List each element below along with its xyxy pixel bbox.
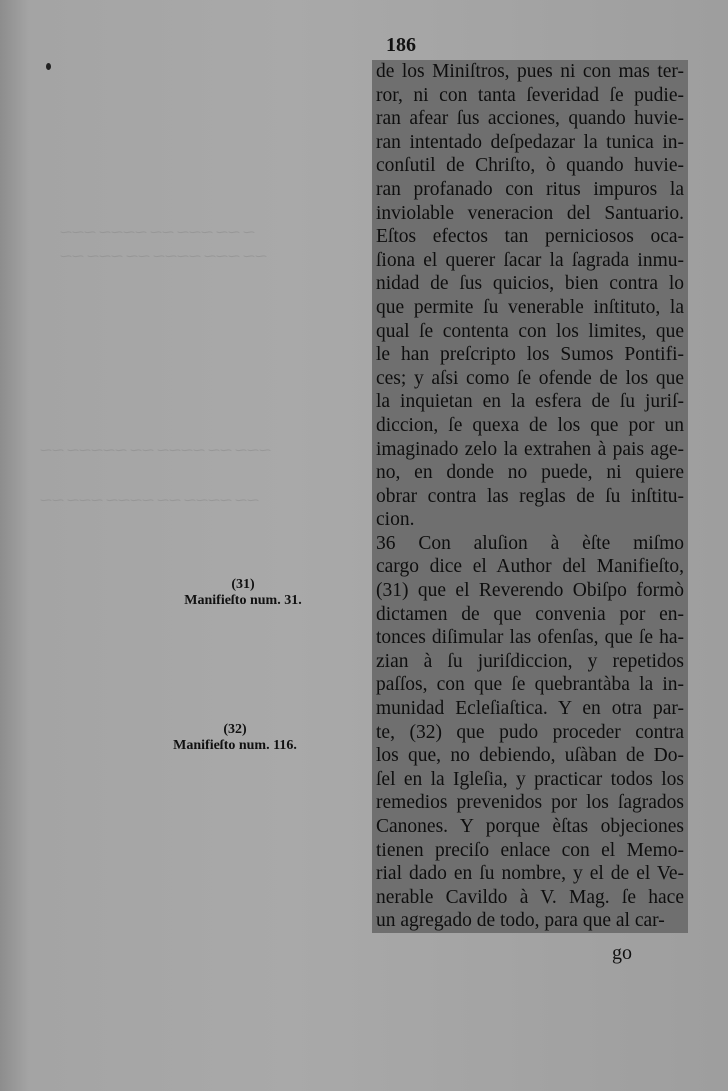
text-line: (31) que el Reverendo Obiſpo formò bbox=[376, 580, 684, 602]
text-line: ran profanado con ritus impuros la bbox=[376, 178, 684, 200]
text-line: nerable Cavildo à V. Mag. ſe hace bbox=[376, 886, 684, 908]
show-through-text: ⁓ ⁓⁓ ⁓⁓⁓ ⁓⁓ ⁓⁓⁓⁓ ⁓⁓⁓ bbox=[60, 225, 255, 239]
text-line: los que, no debiendo, uſàban de Do- bbox=[376, 745, 684, 767]
text-line: conſutil de Chriſto, ò quando huvie- bbox=[376, 155, 684, 177]
text-line: zian à ſu juriſdiccion, y repetidos bbox=[376, 650, 684, 672]
text-line: te, (32) que pudo proceder contra bbox=[376, 721, 684, 743]
text-line: imaginado zelo la extrahen à pais age- bbox=[376, 438, 684, 460]
body-text bbox=[372, 60, 688, 933]
text-line: que permite ſu venerable inſtituto, la bbox=[376, 296, 684, 318]
text-line: Canones. Y porque èſtas objeciones bbox=[376, 816, 684, 837]
note-number: (31) bbox=[231, 577, 255, 592]
text-line: cargo dice el Author del Manifieſto, bbox=[376, 556, 684, 578]
text-line: de los Miniſtros, pues ni con mas ter- bbox=[376, 61, 684, 82]
text-line: ſel en la Igleſia, y practicar todos los bbox=[376, 768, 684, 790]
note-text: Manifieſto num. 31. bbox=[184, 593, 302, 608]
text-line: obrar contra las reglas de ſu inſtitu- bbox=[376, 485, 684, 507]
text-line: cion. bbox=[376, 509, 415, 531]
text-line: ces; y aſsi como ſe ofende de los que bbox=[376, 367, 684, 389]
text-line: tienen preciſo enlace con el Memo- bbox=[376, 839, 684, 861]
text-line: ſiona el querer ſacar la ſagrada inmu- bbox=[376, 249, 684, 271]
show-through-text: ⁓⁓ ⁓⁓⁓ ⁓⁓⁓⁓ ⁓⁓ ⁓⁓⁓ ⁓⁓ bbox=[60, 249, 267, 263]
text-line: inviolable veneracion del Santuario. bbox=[376, 202, 684, 224]
text-line: 36 Con aluſion à èſte miſmo bbox=[376, 532, 684, 554]
text-line: Eſtos efectos tan perniciosos oca- bbox=[376, 226, 684, 248]
text-line: no, en donde no puede, ni quiere bbox=[376, 462, 684, 484]
text-line: nidad de ſus quicios, bien contra lo bbox=[376, 273, 684, 295]
catchword: go bbox=[612, 942, 632, 964]
note-number: (32) bbox=[223, 722, 247, 737]
text-line: diccion, ſe quexa de los que por un bbox=[376, 414, 684, 436]
text-line: tonces diſimular las ofenſas, que ſe ha- bbox=[376, 627, 684, 649]
margin-note bbox=[160, 722, 310, 754]
page-number: 186 bbox=[386, 34, 416, 56]
show-through-text: ⁓⁓ ⁓⁓⁓⁓ ⁓⁓ ⁓⁓⁓⁓ ⁓⁓⁓ ⁓⁓ bbox=[40, 493, 259, 507]
ink-blot bbox=[46, 63, 51, 70]
text-line: paſſos, con que ſe quebrantàba la in- bbox=[376, 674, 684, 696]
text-line: ror, ni con tanta ſeveridad ſe pudie- bbox=[376, 84, 684, 106]
note-text: Manifieſto num. 116. bbox=[173, 738, 297, 753]
text-line: qual ſe contenta con los limites, que bbox=[376, 320, 684, 342]
text-line: munidad Ecleſiaſtica. Y en otra par- bbox=[376, 698, 684, 720]
text-line: dictamen de que convenia por en- bbox=[376, 603, 684, 625]
text-line: le han preſcripto los Sumos Pontifi- bbox=[376, 344, 684, 366]
margin-note bbox=[168, 577, 318, 609]
text-line: rial dado en ſu nombre, y el de el Ve- bbox=[376, 863, 684, 885]
show-through-text: ⁓⁓⁓ ⁓⁓ ⁓⁓⁓⁓ ⁓⁓ ⁓⁓⁓⁓⁓ ⁓⁓ bbox=[40, 443, 271, 457]
text-line: ran afear ſus acciones, quando huvie- bbox=[376, 108, 684, 130]
text-line: un agregado de todo, para que al car- bbox=[376, 910, 665, 932]
text-line: remedios prevenidos por los ſagrados bbox=[376, 792, 684, 814]
text-line: ran intentado deſpedazar la tunica in- bbox=[376, 131, 684, 153]
text-line: la inquietan en la esfera de ſu juriſ- bbox=[376, 391, 684, 413]
